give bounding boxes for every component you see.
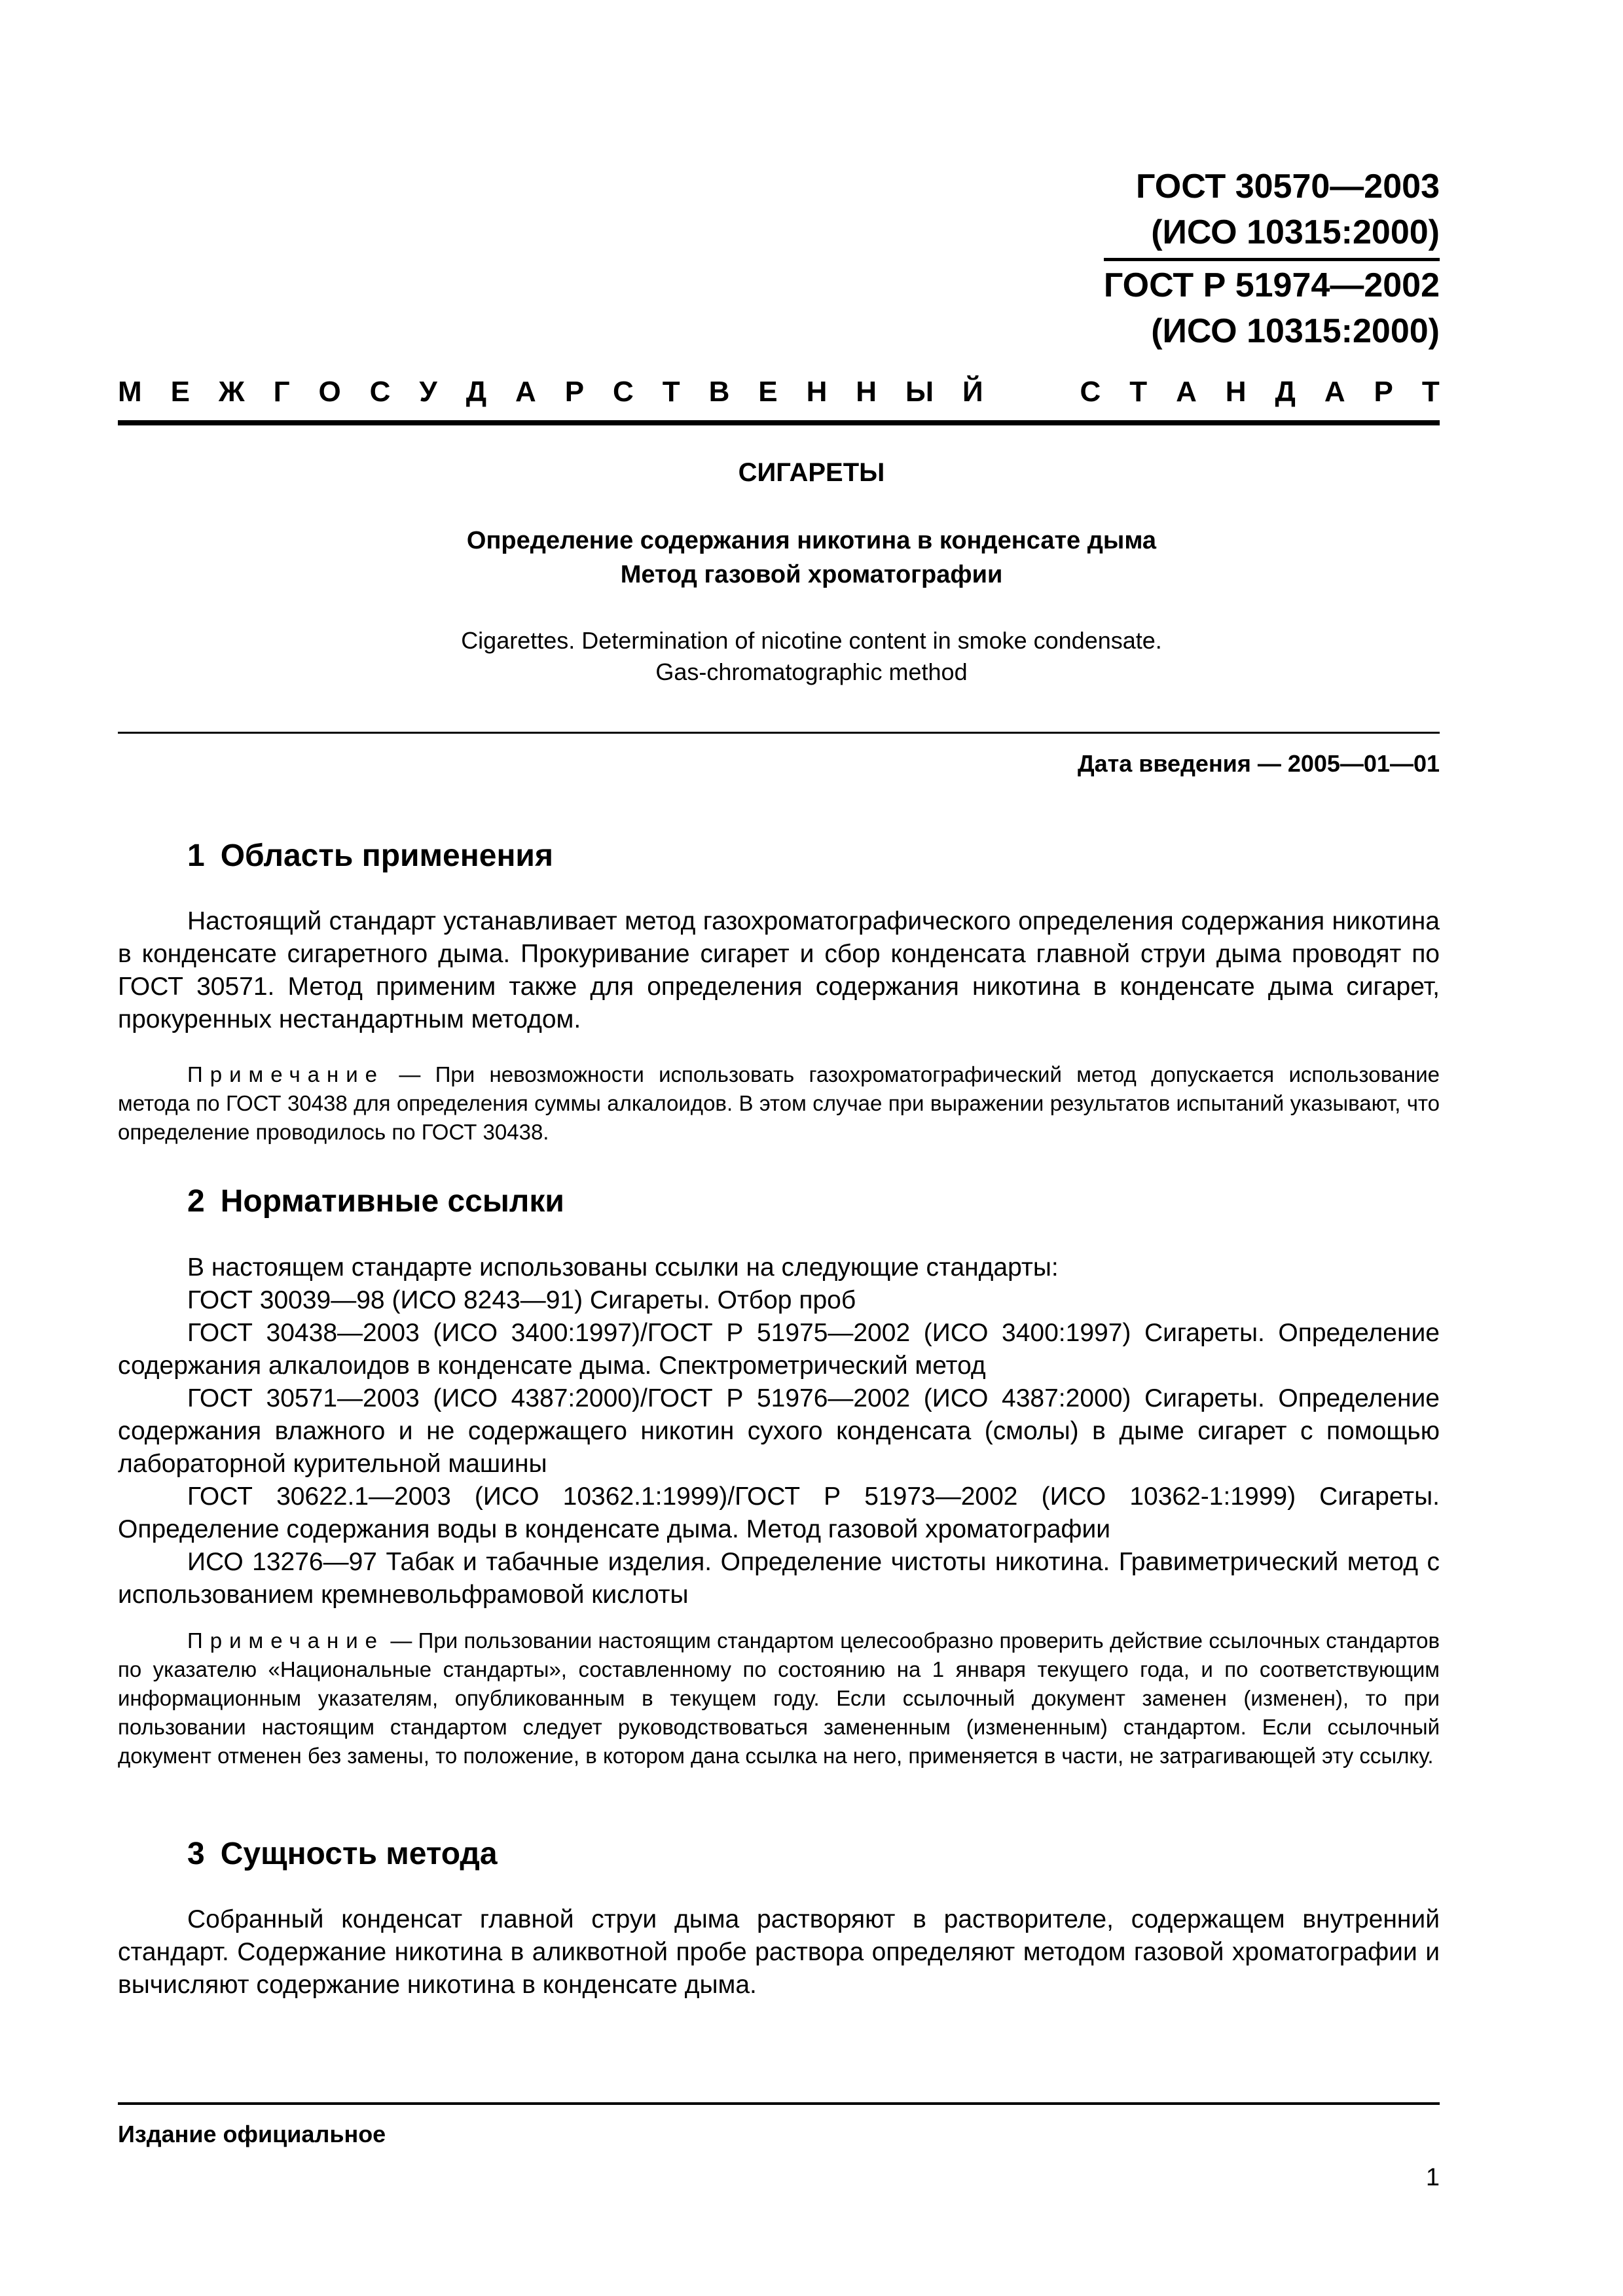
standard-type-letter: Т	[662, 376, 680, 408]
note-paragraph	[118, 1060, 1440, 1147]
standard-type-letter: Г	[273, 376, 290, 408]
standard-type-letter: Ы	[905, 376, 934, 408]
standard-type-letter: С	[369, 376, 391, 408]
title-rule	[118, 732, 1440, 734]
paragraph: Собранный конденсат главной струи дыма растворяют в растворителе, содержащем внутренний стандарт. Содержание никотина в аликвотной пробе раствора определяют методом газовой хроматографии и вычисляют содержание никотина в конденсате дыма.	[118, 1905, 1440, 1999]
introduction-date: Дата введения — 2005—01—01	[1077, 750, 1440, 777]
section-title: Нормативные ссылки	[220, 1184, 564, 1219]
standard-type-letter: Д	[465, 376, 487, 408]
iso-number-1: (ИСО 10315:2000)	[1151, 213, 1440, 251]
section-number: 2	[187, 1184, 205, 1219]
section-1-body	[118, 905, 1440, 1036]
gost-designation-block	[1104, 164, 1440, 354]
page-number: 1	[1425, 2164, 1440, 2191]
section-title: Область применения	[220, 838, 553, 873]
section-title: Сущность метода	[220, 1837, 498, 1871]
standard-type-letter: О	[318, 376, 341, 408]
note-text: — При невозможности использовать газохроматографический метод допускается использование метода по ГОСТ 30438 для определения суммы алкалоидов. В этом случае при выражении результатов испытаний указывают, что определение проводилось по ГОСТ 30438.	[118, 1062, 1440, 1144]
standard-type-letter: А	[515, 376, 536, 408]
note-text: — При пользовании настоящим стандартом целесообразно проверить действие ссылочных стандартов по указателю «Национальные стандарты», составленному по состоянию на 1 января текущего года, и по соответствующим информационным указателям, опубликованным в текущем году. Если ссылочный документ заменен (изменен), то при пользовании настоящим стандартом следует руководствоваться замененным (измененным) стандартом. Если ссылочный документ отменен без замены, то положение, в котором дана ссылка на него, применяется в части, не затрагивающей эту ссылку.	[118, 1628, 1440, 1768]
word-gap	[1012, 376, 1051, 415]
standard-type-letter: В	[708, 376, 730, 408]
standard-type-letter: Н	[806, 376, 828, 408]
standard-type-letter: С	[613, 376, 634, 408]
english-title-line: Cigarettes. Determination of nicotine content in smoke condensate.	[461, 627, 1162, 654]
section-heading-2	[187, 1183, 564, 1219]
reference-item: ГОСТ 30438—2003 (ИСО 3400:1997)/ГОСТ Р 51975—2002 (ИСО 3400:1997) Сигареты. Определение содержания алкалоидов в конденсате дыма. Спектрометрический метод	[118, 1319, 1440, 1380]
subtitle-line: Метод газовой хроматографии	[620, 561, 1003, 588]
standard-type-letter: Н	[856, 376, 877, 408]
note-label: Примечание	[187, 1628, 385, 1653]
standard-type-letter: Е	[170, 376, 190, 408]
header-rule	[118, 420, 1440, 425]
paragraph: В настоящем стандарте использованы ссылки на следующие стандарты:	[187, 1253, 1059, 1282]
footer-rule	[118, 2102, 1440, 2105]
document-title: СИГАРЕТЫ	[738, 458, 885, 487]
standard-type-letter: Д	[1275, 376, 1296, 408]
standard-type-letter: Р	[1374, 376, 1393, 408]
paragraph: Настоящий стандарт устанавливает метод газохроматографического определения содержания никотина в конденсате сигаретного дыма. Прокуривание сигарет и сбор конденсата главной струи дыма проводят по ГОСТ 30571. Метод применим также для определения содержания никотина в конденсате дыма сигарет, прокуренных нестандартным методом.	[118, 907, 1440, 1033]
section-number: 1	[187, 838, 205, 873]
gost-number-2: ГОСТ Р 51974—2002	[1104, 258, 1440, 308]
standard-type-letter: Н	[1225, 376, 1247, 408]
reference-item: ИСО 13276—97 Табак и табачные изделия. Определение чистоты никотина. Гравиметрический метод с использованием кремневольфрамовой кислоты	[118, 1548, 1440, 1609]
standard-type-letter: Т	[1129, 376, 1148, 408]
english-title	[0, 625, 1623, 688]
document-subtitle	[0, 524, 1623, 592]
standard-type-letter: С	[1080, 376, 1101, 408]
edition-label: Издание официальное	[118, 2121, 386, 2147]
section-1-note	[118, 1060, 1440, 1147]
standard-type-letter: Т	[1421, 376, 1440, 408]
section-2-body	[118, 1251, 1440, 1611]
standard-type-letter: М	[118, 376, 142, 408]
standard-type-heading	[118, 376, 1440, 415]
note-label: Примечание	[187, 1062, 385, 1086]
section-heading-1	[187, 838, 553, 874]
reference-item: ГОСТ 30622.1—2003 (ИСО 10362.1:1999)/ГОСТ Р 51973—2002 (ИСО 10362-1:1999) Сигареты. Определение содержания воды в конденсате дыма. Метод газовой хроматографии	[118, 1482, 1440, 1543]
english-title-line: Gas-chromatographic method	[655, 658, 968, 685]
gost-number-1: ГОСТ 30570—2003	[1136, 168, 1440, 206]
section-2-note	[118, 1626, 1440, 1770]
reference-item: ГОСТ 30571—2003 (ИСО 4387:2000)/ГОСТ Р 51976—2002 (ИСО 4387:2000) Сигареты. Определение содержания влажного и не содержащего никотин сухого конденсата (смолы) в дыме сигарет с помощью лабораторной курительной машины	[118, 1384, 1440, 1478]
section-number: 3	[187, 1837, 205, 1871]
standard-type-letter: А	[1324, 376, 1345, 408]
standard-type-letter: У	[419, 376, 437, 408]
note-paragraph	[118, 1626, 1440, 1770]
standard-type-letter: Е	[758, 376, 778, 408]
standard-type-letter: Ж	[218, 376, 245, 408]
standard-type-letter: Й	[962, 376, 983, 408]
subtitle-line: Определение содержания никотина в конденсате дыма	[466, 527, 1157, 554]
standard-type-letter: Р	[564, 376, 585, 408]
iso-number-2: (ИСО 10315:2000)	[1151, 312, 1440, 350]
section-3-body	[118, 1903, 1440, 2001]
reference-item: ГОСТ 30039—98 (ИСО 8243—91) Сигареты. Отбор проб	[187, 1286, 856, 1314]
section-heading-3	[187, 1836, 498, 1872]
standard-type-letter: А	[1176, 376, 1197, 408]
